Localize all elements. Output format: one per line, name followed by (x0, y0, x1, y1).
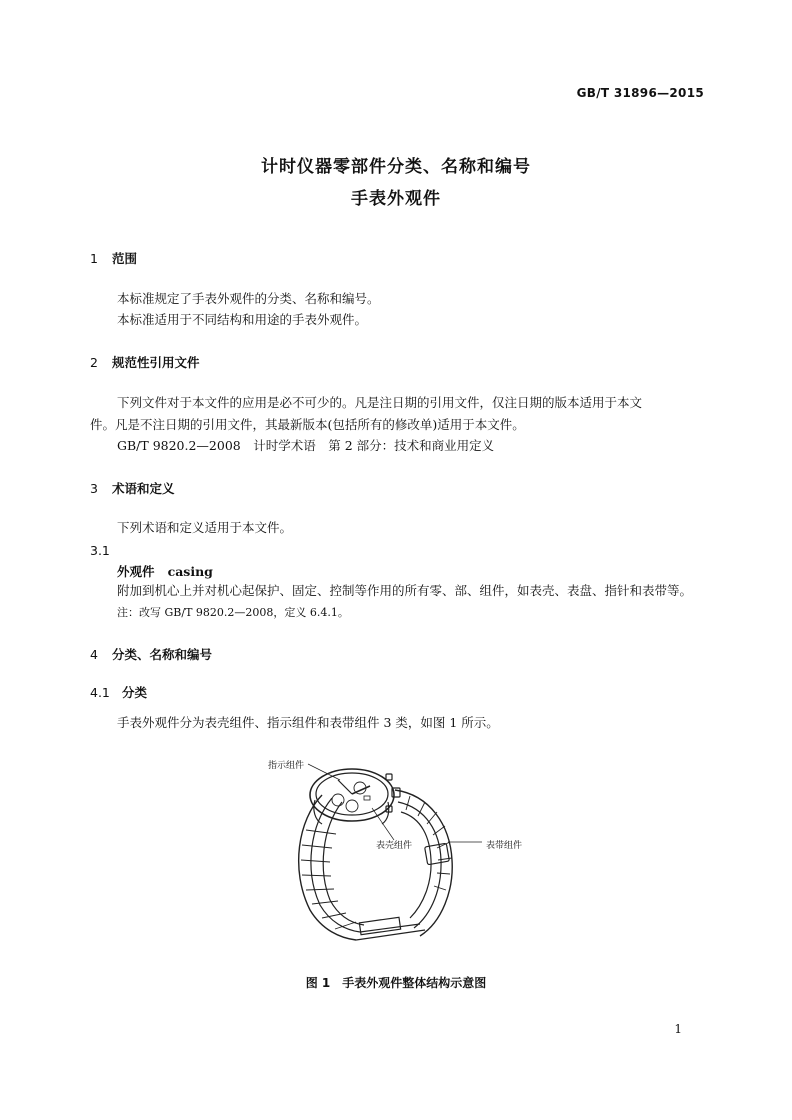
section-number: 4 (90, 647, 98, 662)
section-number: 1 (90, 251, 98, 266)
document-title: 计时仪器零部件分类、名称和编号 (261, 157, 531, 177)
label-strap: 表带组件 (486, 841, 523, 851)
leader-indicator (308, 764, 340, 780)
section-title: 规范性引用文件 (112, 355, 200, 370)
paragraph-continuation: 件。凡是不注日期的引用文件，其最新版本(包括所有的修改单)适用于本文件。 (90, 417, 525, 432)
label-indicator: 指示组件 (268, 761, 305, 771)
section-title: 范围 (112, 251, 138, 266)
section-1-heading (90, 249, 137, 267)
page-number: 1 (674, 1022, 682, 1036)
term-number: 3.1 (90, 543, 110, 558)
section-number: 2 (90, 355, 98, 370)
figure-caption: 图 1 手表外观件整体结构示意图 (305, 976, 487, 990)
section-title: 术语和定义 (112, 481, 175, 496)
section-2-heading (90, 353, 200, 371)
paragraph: 下列文件对于本文件的应用是必不可少的。凡是注日期的引用文件，仅注日期的版本适用于本文 (117, 395, 643, 410)
section-title: 分类、名称和编号 (112, 647, 213, 662)
normative-reference: GB/T 9820.2—2008 计时学术语 第 2 部分：技术和商业用定义 (117, 438, 495, 453)
clasp (425, 843, 450, 865)
paragraph: 下列术语和定义适用于本文件。 (117, 520, 293, 535)
minute-hand (338, 780, 352, 794)
paragraph: 本标准规定了手表外观件的分类、名称和编号。 (117, 291, 380, 306)
section-number: 3 (90, 481, 98, 496)
document-subtitle: 手表外观件 (351, 189, 441, 209)
subsection-title: 分类 (122, 685, 148, 700)
label-case: 表壳组件 (376, 841, 413, 851)
watch-case (310, 769, 394, 821)
subsection-number: 4.1 (90, 685, 110, 700)
term-chinese: 外观件 (117, 564, 155, 579)
subsection-4-1-heading (90, 683, 147, 701)
paragraph: 本标准适用于不同结构和用途的手表外观件。 (117, 312, 368, 327)
standard-number: GB/T 31896—2015 (576, 86, 704, 100)
paragraph: 手表外观件分为表壳组件、指示组件和表带组件 3 类，如图 1 所示。 (117, 715, 499, 730)
term-english: casing (167, 564, 213, 579)
term-definition: 附加到机心上并对机心起保护、固定、控制等作用的所有零、部、组件，如表壳、表盘、指针和表带等。 (117, 583, 693, 598)
term-note: 注：改写 GB/T 9820.2—2008，定义 6.4.1。 (117, 606, 349, 619)
section-4-heading (90, 645, 212, 663)
section-3-heading (90, 479, 175, 497)
term-entry (117, 562, 213, 580)
bracelet-right (395, 790, 452, 936)
